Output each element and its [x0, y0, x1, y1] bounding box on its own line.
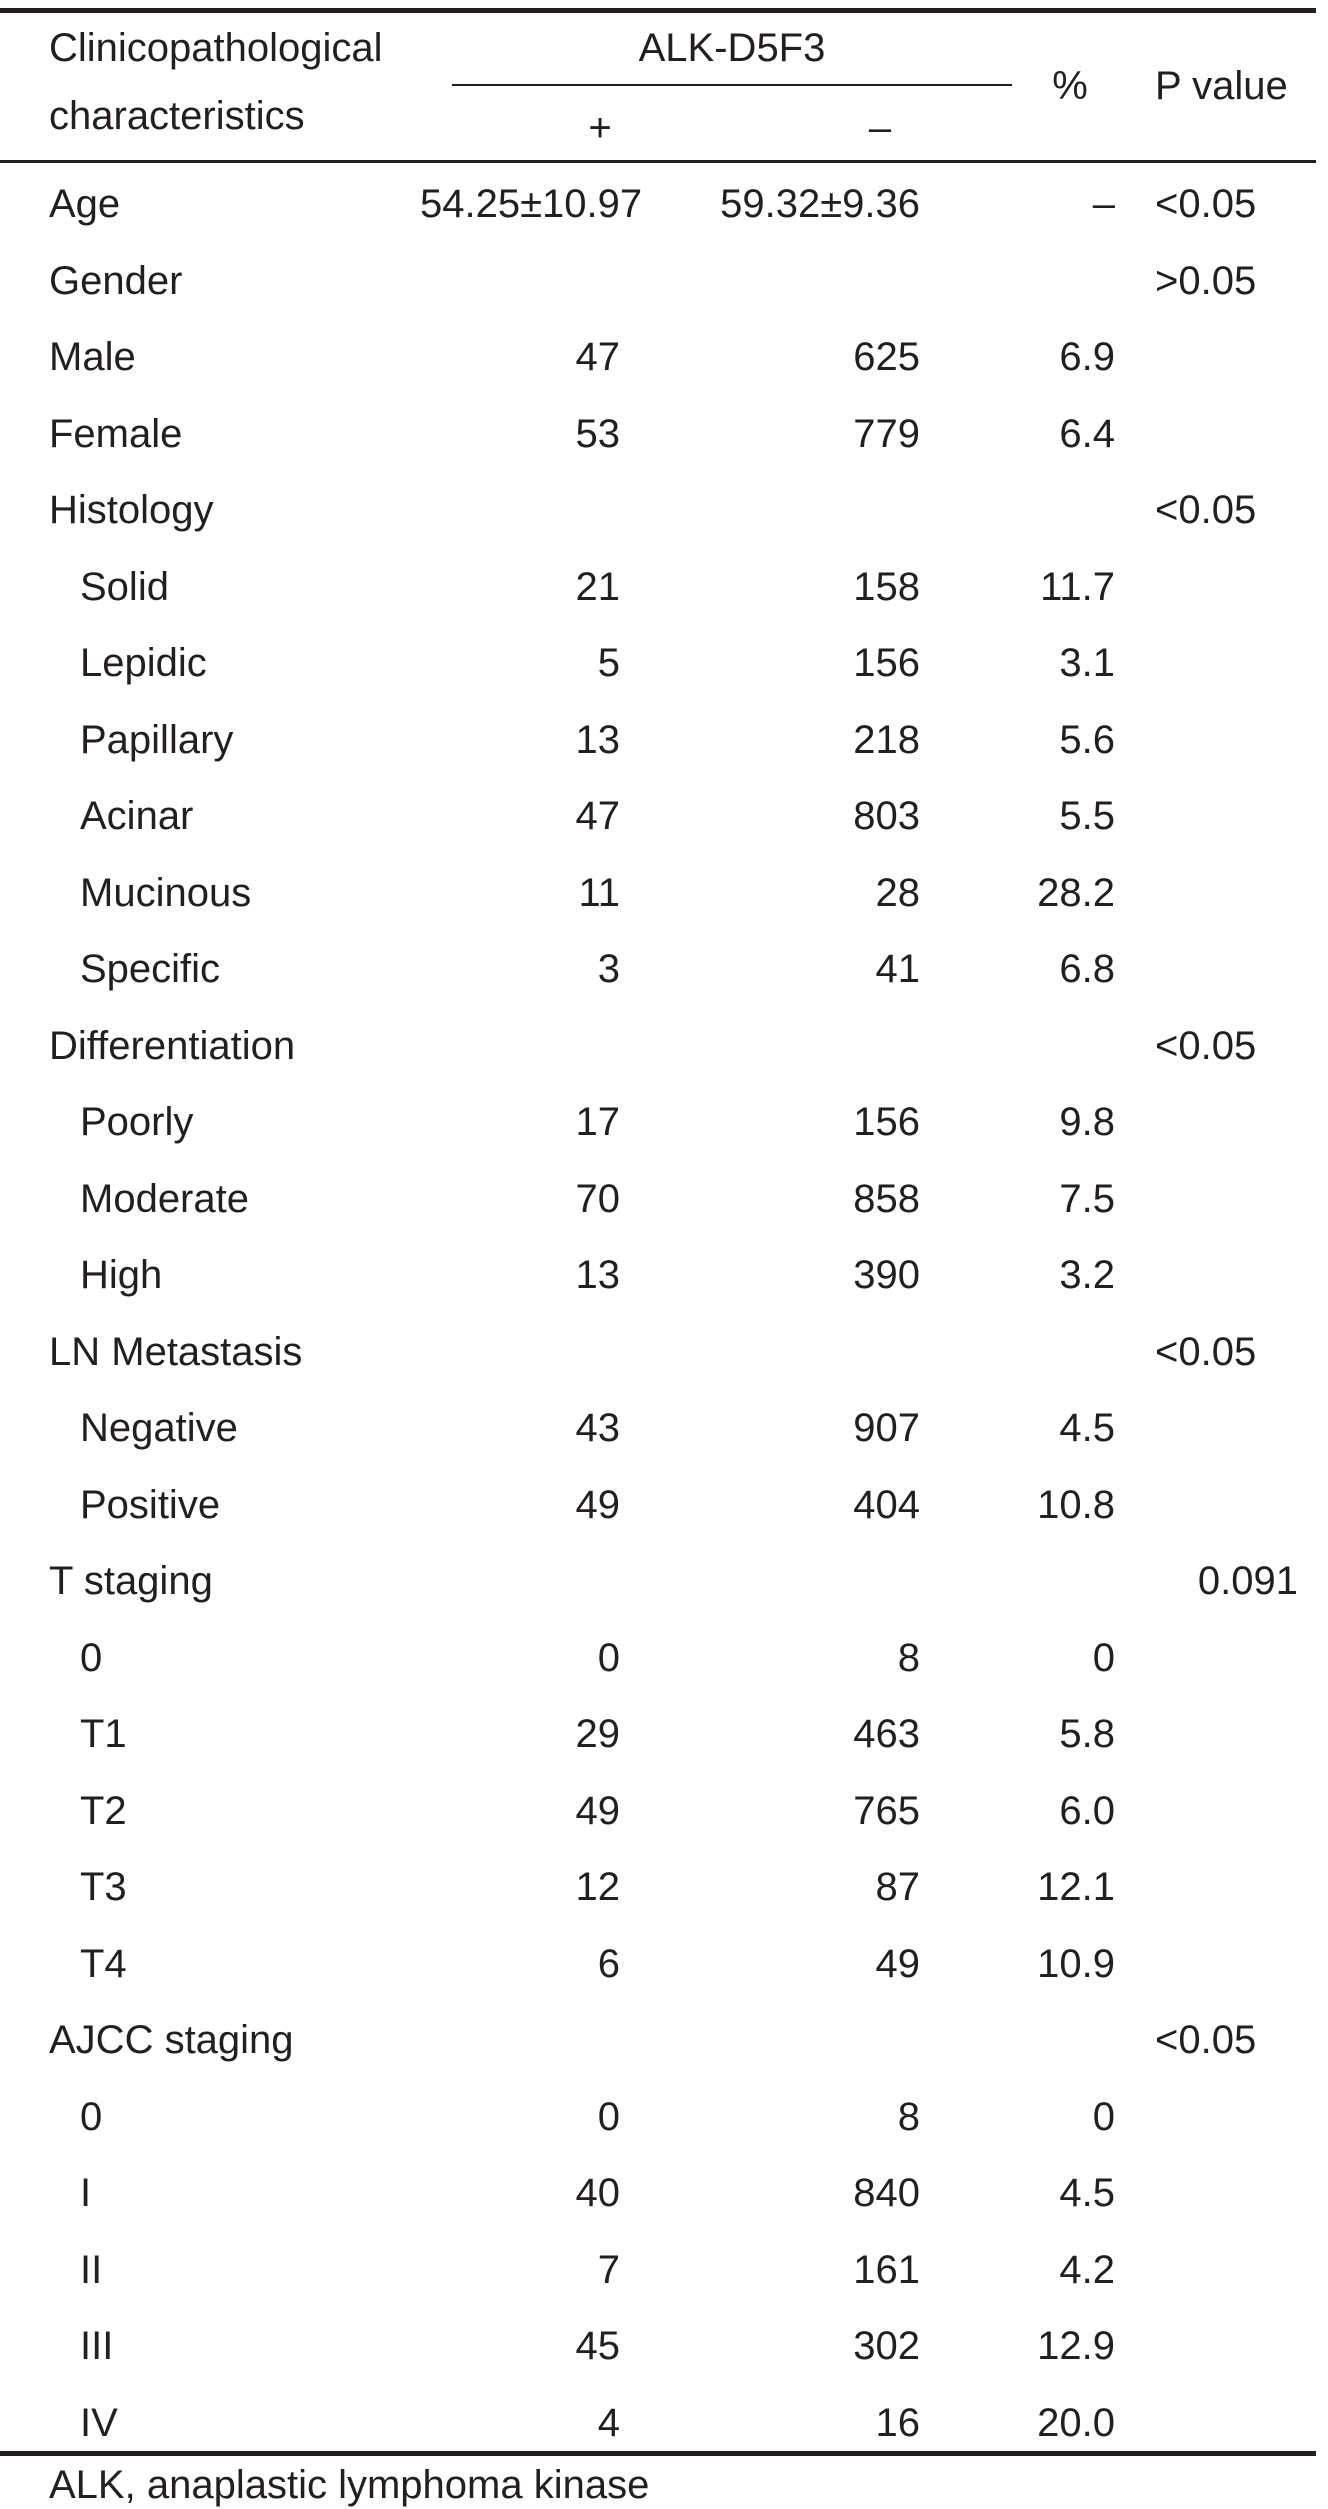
- row-p-value: 0.091: [1197, 1559, 1298, 1603]
- row-label: Age: [49, 182, 121, 226]
- row-positive-count: 0: [597, 1636, 620, 1680]
- row-negative-count: 158: [853, 565, 920, 609]
- row-percent: 28.2: [1037, 871, 1115, 915]
- row-label: High: [80, 1253, 163, 1297]
- row-p-value: >0.05: [1155, 259, 1257, 303]
- row-positive-count: 17: [575, 1100, 620, 1144]
- row-negative-count: 8: [897, 1636, 920, 1680]
- header-group-alk-d5f3: ALK-D5F3: [638, 26, 826, 70]
- row-negative-count: 16: [875, 2401, 920, 2445]
- row-positive-count: 6: [597, 1942, 620, 1986]
- row-label: T4: [80, 1942, 127, 1986]
- header-group-underline: [452, 84, 1012, 86]
- row-negative-count: 625: [853, 335, 920, 379]
- row-label: III: [80, 2324, 114, 2368]
- row-label: Female: [49, 412, 183, 456]
- row-label: Differentiation: [49, 1024, 296, 1068]
- row-percent: 11.7: [1040, 565, 1115, 609]
- row-p-value: <0.05: [1155, 182, 1257, 226]
- row-negative-count: 463: [853, 1712, 920, 1756]
- row-negative-count: 28: [875, 871, 920, 915]
- row-negative-count: 404: [853, 1483, 920, 1527]
- row-label: AJCC staging: [49, 2018, 294, 2062]
- row-percent: 7.5: [1059, 1177, 1115, 1221]
- header-characteristics-line2: characteristics: [49, 94, 305, 138]
- row-negative-count: 803: [853, 794, 920, 838]
- row-negative-count: 49: [875, 1942, 920, 1986]
- row-percent: 12.1: [1037, 1865, 1115, 1909]
- row-percent: 10.9: [1037, 1942, 1115, 1986]
- row-positive-count: 70: [575, 1177, 620, 1221]
- row-label: T3: [80, 1865, 127, 1909]
- row-label: Acinar: [80, 794, 194, 838]
- row-positive-count: 47: [575, 794, 620, 838]
- row-label: Solid: [80, 565, 169, 609]
- row-positive-count: 47: [575, 335, 620, 379]
- row-percent: 0: [1092, 1636, 1115, 1680]
- header-bottom-rule: [0, 160, 1316, 163]
- table-top-rule: [0, 8, 1316, 13]
- row-percent: 6.0: [1059, 1789, 1115, 1833]
- row-negative-count: 156: [853, 641, 920, 685]
- row-positive-count: 11: [578, 871, 620, 915]
- row-positive-count: 13: [575, 718, 620, 762]
- row-p-value: <0.05: [1155, 488, 1257, 532]
- row-percent: 5.6: [1059, 718, 1115, 762]
- row-positive-count: 45: [575, 2324, 620, 2368]
- table-bottom-rule: [0, 2451, 1316, 2456]
- row-label: I: [80, 2171, 92, 2215]
- row-p-value: <0.05: [1155, 2018, 1257, 2062]
- row-positive-count: 40: [575, 2171, 620, 2215]
- row-label: Mucinous: [80, 871, 252, 915]
- header-percent: %: [1052, 64, 1088, 108]
- row-percent: 6.4: [1059, 412, 1115, 456]
- row-percent: 3.1: [1059, 641, 1115, 685]
- row-positive-count: 29: [575, 1712, 620, 1756]
- row-label: IV: [80, 2401, 118, 2445]
- row-label: Poorly: [80, 1100, 194, 1144]
- row-percent: 5.5: [1059, 794, 1115, 838]
- row-label: Moderate: [80, 1177, 249, 1221]
- row-percent: 10.8: [1037, 1483, 1115, 1527]
- row-p-value: <0.05: [1155, 1024, 1257, 1068]
- row-label: T2: [80, 1789, 127, 1833]
- row-label: Specific: [80, 947, 221, 991]
- header-positive: +: [588, 106, 612, 150]
- row-negative-count: 156: [853, 1100, 920, 1144]
- row-positive-count: 21: [575, 565, 620, 609]
- row-percent: 3.2: [1059, 1253, 1115, 1297]
- header-p-value: P value: [1155, 64, 1288, 108]
- row-positive-count: 7: [597, 2248, 620, 2292]
- row-label: Lepidic: [80, 641, 207, 685]
- row-label: 0: [80, 2095, 103, 2139]
- row-percent: 12.9: [1037, 2324, 1115, 2368]
- row-percent: 4.2: [1059, 2248, 1115, 2292]
- row-positive-count: 4: [597, 2401, 620, 2445]
- row-negative-count: 161: [853, 2248, 920, 2292]
- row-positive-count: 54.25±10.97: [420, 182, 643, 226]
- row-percent: 20.0: [1037, 2401, 1115, 2445]
- row-positive-count: 3: [597, 947, 620, 991]
- header-characteristics-line1: Clinicopathological: [49, 26, 383, 70]
- row-positive-count: 49: [575, 1789, 620, 1833]
- row-p-value: <0.05: [1155, 1330, 1257, 1374]
- row-percent: 5.8: [1059, 1712, 1115, 1756]
- row-label: Male: [49, 335, 136, 379]
- row-positive-count: 0: [597, 2095, 620, 2139]
- row-negative-count: 907: [853, 1406, 920, 1450]
- row-label: T1: [80, 1712, 127, 1756]
- row-negative-count: 41: [875, 947, 920, 991]
- row-percent: 4.5: [1059, 2171, 1115, 2215]
- row-negative-count: 59.32±9.36: [720, 182, 920, 226]
- row-label: T staging: [49, 1559, 213, 1603]
- row-positive-count: 49: [575, 1483, 620, 1527]
- row-label: Gender: [49, 259, 183, 303]
- row-label: Negative: [80, 1406, 238, 1450]
- row-positive-count: 13: [575, 1253, 620, 1297]
- row-negative-count: 390: [853, 1253, 920, 1297]
- row-negative-count: 8: [897, 2095, 920, 2139]
- row-label: Histology: [49, 488, 214, 532]
- row-label: Papillary: [80, 718, 234, 762]
- row-negative-count: 858: [853, 1177, 920, 1221]
- row-percent: 4.5: [1059, 1406, 1115, 1450]
- row-percent: 6.8: [1059, 947, 1115, 991]
- row-positive-count: 43: [575, 1406, 620, 1450]
- row-percent: 9.8: [1059, 1100, 1115, 1144]
- row-positive-count: 53: [575, 412, 620, 456]
- row-negative-count: 218: [853, 718, 920, 762]
- row-positive-count: 12: [575, 1865, 620, 1909]
- row-positive-count: 5: [597, 641, 620, 685]
- row-percent: 0: [1092, 2095, 1115, 2139]
- row-negative-count: 765: [853, 1789, 920, 1833]
- row-label: 0: [80, 1636, 103, 1680]
- row-percent: 6.9: [1059, 335, 1115, 379]
- row-percent: –: [1092, 182, 1115, 226]
- header-negative: –: [868, 106, 892, 150]
- row-negative-count: 779: [853, 412, 920, 456]
- row-label: Positive: [80, 1483, 221, 1527]
- row-negative-count: 87: [875, 1865, 920, 1909]
- footnote: ALK, anaplastic lymphoma kinase: [49, 2463, 650, 2507]
- row-negative-count: 302: [853, 2324, 920, 2368]
- row-label: II: [80, 2248, 103, 2292]
- row-negative-count: 840: [853, 2171, 920, 2215]
- row-label: LN Metastasis: [49, 1330, 303, 1374]
